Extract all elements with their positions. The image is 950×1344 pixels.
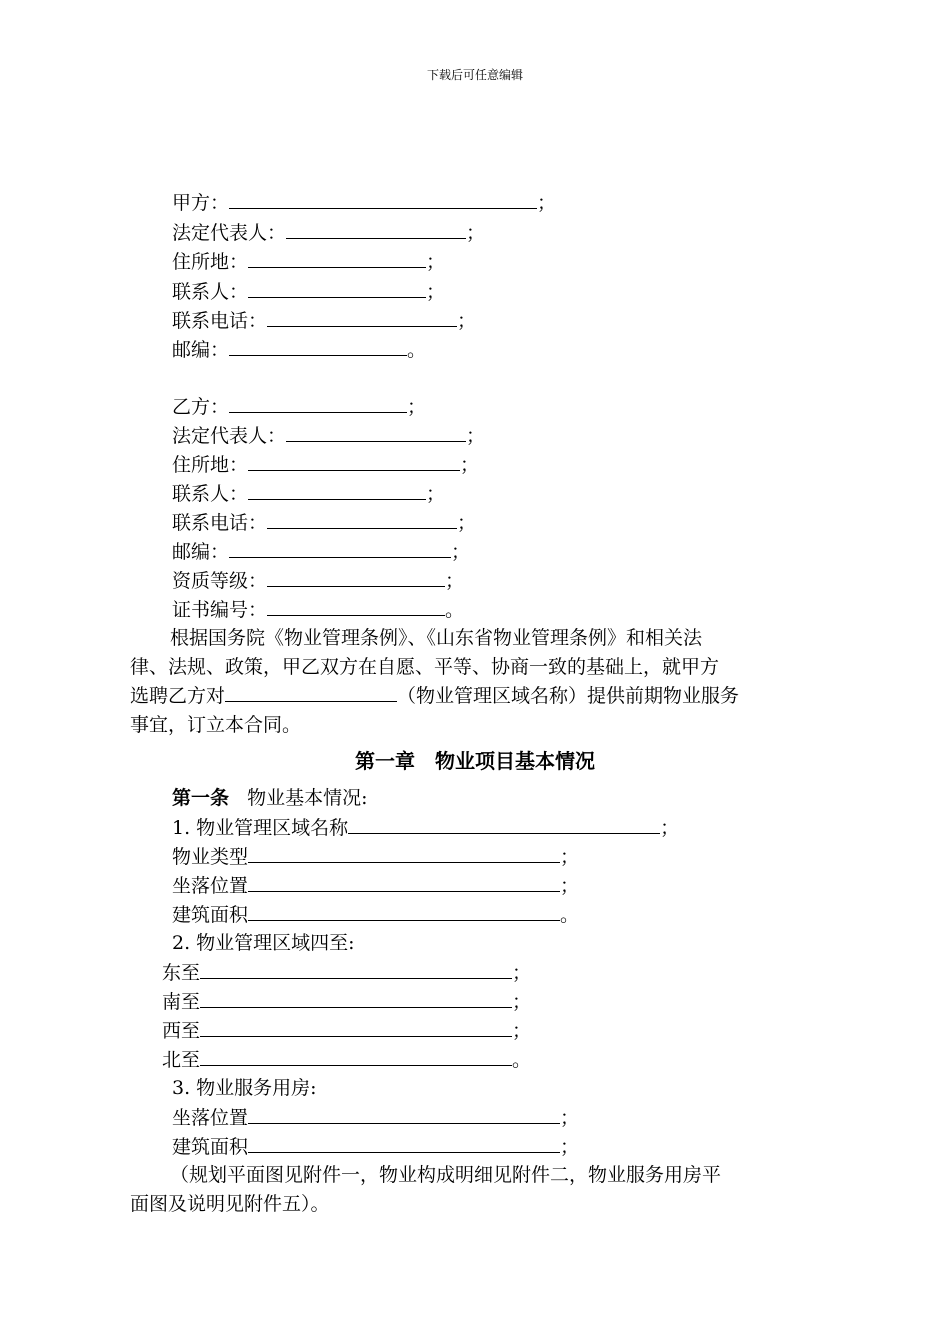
- punct: ；: [560, 846, 580, 868]
- party-a-address-label: 住所地：: [172, 251, 249, 273]
- punct: ；: [512, 962, 532, 984]
- item-2-label: 2. 物业管理区域四至:: [172, 932, 355, 954]
- party-b-qualification-blank: [267, 568, 445, 587]
- room-area-row: [172, 1134, 579, 1159]
- article-1-heading: [172, 786, 368, 810]
- punct: ；: [466, 425, 486, 447]
- party-a-name-label: 甲方：: [172, 192, 230, 214]
- party-a-address-blank: [248, 249, 426, 268]
- intro-line-3: [130, 682, 822, 711]
- party-a-contact-row: [172, 279, 445, 304]
- south-blank: [200, 989, 512, 1008]
- party-b-address-blank: [248, 452, 460, 471]
- party-b-phone-label: 联系电话：: [172, 512, 268, 534]
- location-label: 坐落位置: [172, 875, 249, 897]
- party-a-address-row: [172, 249, 445, 274]
- party-b-address-label: 住所地：: [172, 454, 249, 476]
- party-a-phone-row: [172, 308, 476, 333]
- party-b-address-row: [172, 452, 479, 477]
- intro-line-3-end: （物业管理区域名称）提供前期物业服务: [397, 685, 740, 707]
- east-row: [162, 960, 531, 985]
- punct: ；: [426, 251, 446, 273]
- party-a-contact-label: 联系人：: [172, 281, 249, 303]
- note-line-1: （规划平面图见附件一，物业构成明细见附件二，物业服务用房平: [170, 1164, 722, 1186]
- punct: ；: [451, 541, 471, 563]
- building-area-label: 建筑面积: [172, 904, 249, 926]
- article-1-title: 物业基本情况:: [247, 787, 368, 809]
- item-3-label: 3. 物业服务用房:: [172, 1077, 317, 1099]
- area-name-field-blank: [348, 815, 660, 834]
- party-b-qualification-label: 资质等级：: [172, 570, 268, 592]
- area-name-blank: [225, 683, 397, 702]
- west-blank: [200, 1018, 512, 1037]
- party-b-name-blank: [229, 394, 407, 413]
- party-b-postcode-blank: [229, 539, 451, 558]
- party-b-contact-blank: [248, 481, 426, 500]
- punct: ；: [407, 396, 427, 418]
- party-b-contact-row: [172, 481, 445, 506]
- punct: 。: [512, 1049, 532, 1071]
- intro-line-1: 根据国务院《物业管理条例》、《山东省物业管理条例》和相关法: [170, 627, 703, 649]
- party-b-contact-label: 联系人：: [172, 483, 249, 505]
- party-a-name-row: [172, 190, 556, 215]
- party-b-postcode-label: 邮编：: [172, 541, 230, 563]
- east-label: 东至: [162, 962, 201, 984]
- punct: ；: [426, 483, 446, 505]
- party-a-rep-label: 法定代表人：: [172, 222, 287, 244]
- party-b-certificate-blank: [267, 597, 445, 616]
- party-a-contact-blank: [248, 279, 426, 298]
- party-b-postcode-row: [172, 539, 470, 564]
- room-area-blank: [248, 1134, 560, 1153]
- punct: ；: [445, 570, 465, 592]
- party-a-phone-label: 联系电话：: [172, 310, 268, 332]
- item-1-label: 1. 物业管理区域名称: [172, 817, 349, 839]
- party-b-certificate-row: [172, 597, 464, 622]
- north-blank: [200, 1047, 512, 1066]
- punct: 。: [407, 339, 427, 361]
- punct: ；: [560, 1136, 580, 1158]
- property-type-label: 物业类型: [172, 846, 249, 868]
- north-label: 北至: [162, 1049, 201, 1071]
- punct: ；: [457, 310, 477, 332]
- punct: ；: [512, 991, 532, 1013]
- location-blank: [248, 873, 560, 892]
- room-area-label: 建筑面积: [172, 1136, 249, 1158]
- party-a-rep-row: [172, 220, 485, 245]
- party-b-name-row: [172, 394, 426, 419]
- room-location-label: 坐落位置: [172, 1107, 249, 1129]
- building-area-row: [172, 902, 579, 927]
- punct: ；: [560, 1107, 580, 1129]
- party-b-name-label: 乙方：: [172, 396, 230, 418]
- chapter-title: 第一章 物业项目基本情况: [355, 749, 595, 773]
- party-b-certificate-label: 证书编号：: [172, 599, 268, 621]
- punct: ；: [457, 512, 477, 534]
- punct: ；: [466, 222, 486, 244]
- punct: ；: [426, 281, 446, 303]
- property-type-blank: [248, 844, 560, 863]
- south-row: [162, 989, 531, 1014]
- party-b-phone-row: [172, 510, 476, 535]
- party-a-rep-blank: [286, 220, 466, 239]
- party-a-postcode-label: 邮编：: [172, 339, 230, 361]
- party-b-rep-row: [172, 423, 485, 448]
- party-a-phone-blank: [267, 308, 457, 327]
- party-b-rep-label: 法定代表人：: [172, 425, 287, 447]
- intro-line-3-start: 选聘乙方对: [130, 685, 226, 707]
- article-1-label: 第一条: [172, 787, 230, 809]
- intro-line-4: 事宜，订立本合同。: [130, 714, 302, 736]
- west-label: 西至: [162, 1020, 201, 1042]
- punct: ；: [460, 454, 480, 476]
- punct: ；: [537, 192, 557, 214]
- room-location-row: [172, 1105, 579, 1130]
- east-blank: [200, 960, 512, 979]
- location-row: [172, 873, 579, 898]
- party-b-rep-blank: [286, 423, 466, 442]
- punct: ；: [560, 875, 580, 897]
- party-a-postcode-row: [172, 337, 426, 362]
- room-location-blank: [248, 1105, 560, 1124]
- punct: 。: [445, 599, 465, 621]
- south-label: 南至: [162, 991, 201, 1013]
- party-b-qualification-row: [172, 568, 464, 593]
- punct: ；: [512, 1020, 532, 1042]
- building-area-blank: [248, 902, 560, 921]
- page-header: 下载后可任意编辑: [426, 68, 523, 82]
- property-type-row: [172, 844, 579, 869]
- item-1-row: [172, 815, 679, 840]
- party-b-phone-blank: [267, 510, 457, 529]
- note-line-2: 面图及说明见附件五）。: [130, 1193, 330, 1215]
- punct: 。: [560, 904, 580, 926]
- party-a-name-blank: [229, 190, 537, 209]
- north-row: [162, 1047, 531, 1072]
- party-a-postcode-blank: [229, 337, 407, 356]
- punct: ；: [660, 817, 680, 839]
- intro-line-2: 律、法规、政策，甲乙双方在自愿、平等、协商一致的基础上，就甲方: [130, 656, 720, 678]
- west-row: [162, 1018, 531, 1043]
